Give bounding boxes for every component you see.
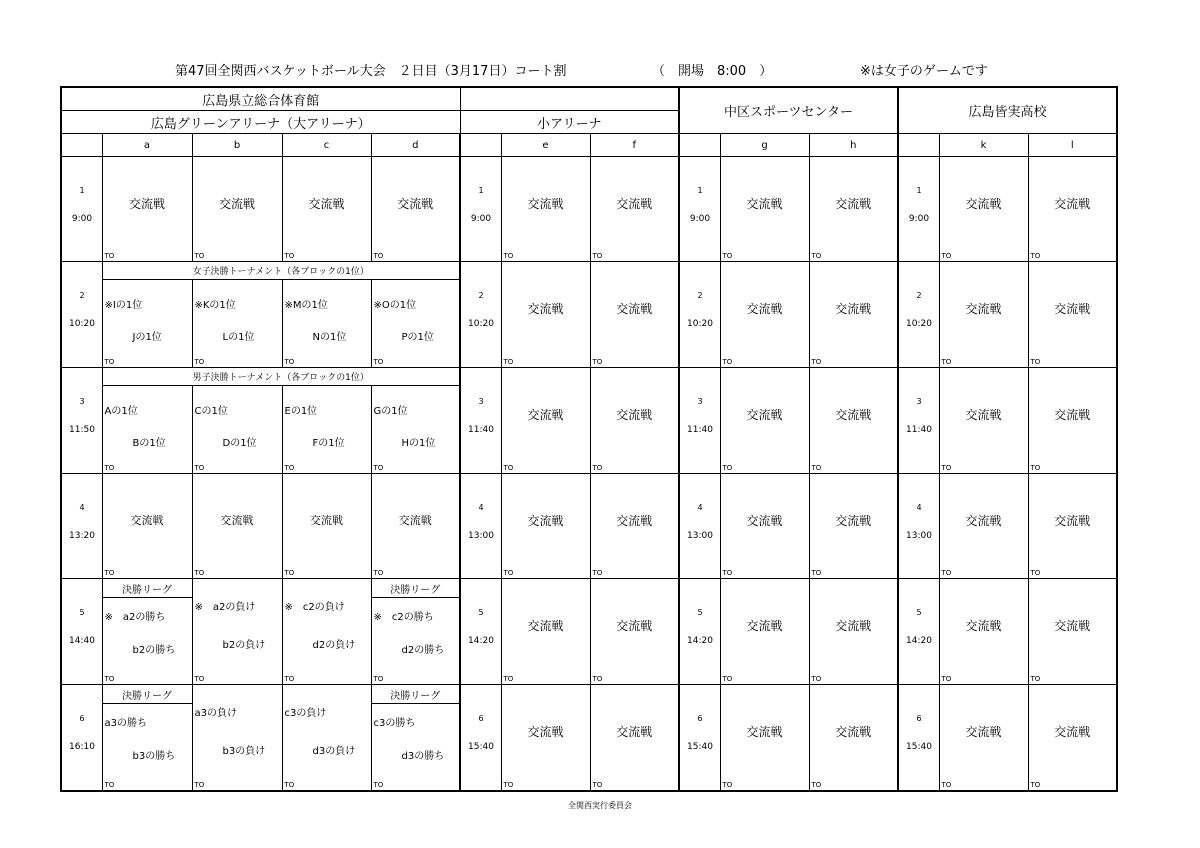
to-label: TO <box>592 252 603 260</box>
venue-green-arena: 広島グリーンアリーナ（大アリーナ） <box>61 111 460 134</box>
slot-number: 4 <box>697 503 703 513</box>
court-a-header: a <box>102 134 192 157</box>
exchange-game: 交流戦 <box>527 619 564 634</box>
exchange-game: 交流戦 <box>218 197 255 212</box>
to-label: TO <box>941 252 952 260</box>
slot-time-cell <box>679 579 720 685</box>
match-cell <box>102 704 192 792</box>
slot-number: 3 <box>697 397 703 407</box>
game-cell <box>1028 262 1117 368</box>
game-cell <box>809 262 898 368</box>
slot-time: 14:40 <box>69 636 95 647</box>
to-label: TO <box>194 252 205 260</box>
court-d-header: d <box>371 134 460 157</box>
game-cell <box>590 685 679 792</box>
venue-small-arena: 小アリーナ <box>460 111 679 134</box>
game-cell <box>809 157 898 262</box>
match-team-1: ※Mの1位 <box>284 299 328 311</box>
slot-time: 9:00 <box>908 214 930 225</box>
match-cell <box>371 598 460 685</box>
women-game-note: ※は女子のゲームです <box>860 64 988 79</box>
game-cell <box>939 157 1028 262</box>
match-cell <box>102 386 192 474</box>
exchange-game: 交流戦 <box>746 197 783 212</box>
exchange-game: 交流戦 <box>397 197 434 212</box>
final-league-label: 決勝リーグ <box>371 685 460 704</box>
game-cell <box>939 262 1028 368</box>
exchange-game: 交流戦 <box>527 302 564 317</box>
exchange-game: 交流戦 <box>527 514 564 529</box>
slot-time-cell <box>679 262 720 368</box>
game-cell <box>1028 157 1117 262</box>
slot-time-cell <box>898 262 939 368</box>
exchange-game: 交流戦 <box>965 619 1002 634</box>
match-team-2: Nの1位 <box>312 331 347 343</box>
to-label: TO <box>1030 464 1041 472</box>
match-cell <box>102 598 192 685</box>
slot-number: 1 <box>478 186 484 196</box>
slot-time: 11:40 <box>687 425 713 436</box>
slot-time-cell <box>898 579 939 685</box>
to-label: TO <box>811 464 822 472</box>
to-label: TO <box>941 675 952 683</box>
slot-time-cell <box>61 262 102 368</box>
exchange-game: 交流戦 <box>616 197 653 212</box>
slot-time-cell <box>460 368 501 474</box>
exchange-game: 交流戦 <box>746 725 783 740</box>
game-cell <box>501 157 590 262</box>
final-league-label: 決勝リーグ <box>102 685 192 704</box>
slot-time: 9:00 <box>470 214 492 225</box>
slot-number: 6 <box>79 714 85 724</box>
to-label: TO <box>503 781 514 789</box>
game-cell <box>371 474 460 579</box>
match-cell <box>282 386 371 474</box>
court-g-header: g <box>720 134 809 157</box>
slot-number: 2 <box>79 291 85 301</box>
to-label: TO <box>194 464 205 472</box>
match-team-2: Bの1位 <box>132 437 166 449</box>
to-label: TO <box>592 464 603 472</box>
slot-number: 1 <box>79 186 85 196</box>
slot-time: 11:40 <box>468 425 494 436</box>
slot-time-cell <box>898 474 939 579</box>
exchange-game: 交流戦 <box>746 302 783 317</box>
game-cell <box>102 474 192 579</box>
match-team-1: ※ c2の勝ち <box>373 612 434 624</box>
slot-number: 3 <box>478 397 484 407</box>
slot-time: 13:20 <box>69 531 95 542</box>
match-team-2: d3の負け <box>312 746 356 758</box>
exchange-game: 交流戦 <box>965 514 1002 529</box>
slot-time-cell <box>679 157 720 262</box>
to-label: TO <box>373 569 384 577</box>
game-cell <box>939 474 1028 579</box>
exchange-game: 交流戦 <box>1054 302 1091 317</box>
slot-time-cell <box>61 157 102 262</box>
match-cell <box>192 386 282 474</box>
slot-number: 4 <box>79 503 85 513</box>
match-cell <box>102 280 192 368</box>
match-team-2: Jの1位 <box>132 331 162 343</box>
exchange-game: 交流戦 <box>616 619 653 634</box>
court-f-header: f <box>590 134 679 157</box>
slot-time: 13:00 <box>906 531 932 542</box>
to-label: TO <box>194 675 205 683</box>
game-cell <box>1028 579 1117 685</box>
match-team-1: ※ a2の勝ち <box>104 612 166 624</box>
to-label: TO <box>104 252 115 260</box>
exchange-game: 交流戦 <box>835 302 872 317</box>
slot-time: 14:20 <box>468 636 494 647</box>
game-cell <box>590 474 679 579</box>
time-column-header <box>61 134 102 157</box>
slot-time-cell <box>61 685 102 792</box>
game-cell <box>590 368 679 474</box>
slot-time-cell <box>61 368 102 474</box>
slot-time: 9:00 <box>71 214 93 225</box>
slot-time-cell <box>61 474 102 579</box>
match-team-1: ※Oの1位 <box>373 299 417 311</box>
game-cell <box>282 157 371 262</box>
slot-number: 6 <box>916 714 922 724</box>
exchange-game: 交流戦 <box>1054 619 1091 634</box>
to-label: TO <box>503 569 514 577</box>
slot-time: 15:40 <box>906 742 932 753</box>
game-cell <box>192 474 282 579</box>
to-label: TO <box>592 569 603 577</box>
to-label: TO <box>722 464 733 472</box>
to-label: TO <box>373 358 384 366</box>
slot-time: 14:20 <box>687 636 713 647</box>
slot-number: 6 <box>478 714 484 724</box>
to-label: TO <box>284 252 295 260</box>
to-label: TO <box>104 464 115 472</box>
to-label: TO <box>373 675 384 683</box>
slot-time: 9:00 <box>689 214 711 225</box>
exchange-game: 交流戦 <box>308 197 345 212</box>
court-schedule-table <box>60 86 1118 792</box>
match-cell <box>282 685 371 792</box>
exchange-game: 交流戦 <box>835 619 872 634</box>
exchange-game: 交流戦 <box>746 514 783 529</box>
game-cell <box>720 474 809 579</box>
slot-time: 11:50 <box>69 425 95 436</box>
to-label: TO <box>284 464 295 472</box>
exchange-game: 交流戦 <box>1054 725 1091 740</box>
game-cell <box>809 685 898 792</box>
match-team-1: c3の負け <box>284 707 327 719</box>
match-cell <box>371 280 460 368</box>
game-cell <box>192 157 282 262</box>
to-label: TO <box>373 252 384 260</box>
slot-time: 10:20 <box>468 319 494 330</box>
exchange-game: 交流戦 <box>746 619 783 634</box>
court-k-header: k <box>939 134 1028 157</box>
to-label: TO <box>1030 358 1041 366</box>
slot-number: 1 <box>916 186 922 196</box>
court-h-header: h <box>809 134 898 157</box>
exchange-game: 交流戦 <box>527 408 564 423</box>
match-team-1: ※Kの1位 <box>194 299 236 311</box>
to-label: TO <box>811 781 822 789</box>
slot-number: 3 <box>79 397 85 407</box>
slot-number: 5 <box>916 608 922 618</box>
game-cell <box>501 474 590 579</box>
match-team-2: Fの1位 <box>312 437 345 449</box>
court-e-header: e <box>501 134 590 157</box>
exchange-game: 交流戦 <box>527 725 564 740</box>
to-label: TO <box>373 781 384 789</box>
game-cell <box>501 368 590 474</box>
exchange-game: 交流戦 <box>835 408 872 423</box>
game-cell <box>809 474 898 579</box>
match-team-2: b2の勝ち <box>132 645 176 656</box>
game-cell <box>1028 685 1117 792</box>
venue-naka-sports-center: 中区スポーツセンター <box>679 87 898 134</box>
game-cell <box>939 579 1028 685</box>
slot-time: 10:20 <box>906 319 932 330</box>
to-label: TO <box>104 569 115 577</box>
game-cell <box>501 262 590 368</box>
to-label: TO <box>941 464 952 472</box>
match-team-1: c3の勝ち <box>373 718 416 730</box>
boys-final-banner: 男子決勝トーナメント（各ブロックの1位） <box>102 368 460 386</box>
court-c-header: c <box>282 134 371 157</box>
exchange-game: 交流戦 <box>616 725 653 740</box>
game-cell <box>809 368 898 474</box>
exchange-game: 交流戦 <box>835 725 872 740</box>
to-label: TO <box>941 781 952 789</box>
exchange-game: 交流戦 <box>965 302 1002 317</box>
final-league-label: 決勝リーグ <box>371 579 460 598</box>
slot-number: 5 <box>697 608 703 618</box>
slot-number: 2 <box>916 291 922 301</box>
slot-time: 10:20 <box>69 319 95 330</box>
game-cell <box>720 579 809 685</box>
to-label: TO <box>194 781 205 789</box>
game-cell <box>282 474 371 579</box>
time-column-header <box>460 134 501 157</box>
game-cell <box>720 157 809 262</box>
slot-time: 13:00 <box>468 531 494 542</box>
match-cell <box>192 579 282 685</box>
exchange-game: 交流戦 <box>746 408 783 423</box>
exchange-game: 交流戦 <box>616 302 653 317</box>
match-cell <box>371 704 460 792</box>
to-label: TO <box>104 358 115 366</box>
to-label: TO <box>1030 569 1041 577</box>
exchange-game: 交流戦 <box>965 408 1002 423</box>
to-label: TO <box>284 675 295 683</box>
slot-time-cell <box>898 157 939 262</box>
slot-number: 4 <box>478 503 484 513</box>
to-label: TO <box>722 569 733 577</box>
to-label: TO <box>722 675 733 683</box>
to-label: TO <box>811 252 822 260</box>
slot-time-cell <box>61 579 102 685</box>
slot-time-cell <box>679 368 720 474</box>
to-label: TO <box>722 781 733 789</box>
match-team-1: ※ a2の負け <box>194 601 256 613</box>
slot-time: 16:10 <box>69 742 95 753</box>
match-cell <box>192 280 282 368</box>
game-cell <box>371 157 460 262</box>
match-team-1: a3の負け <box>194 707 237 719</box>
to-label: TO <box>503 358 514 366</box>
game-cell <box>939 685 1028 792</box>
match-cell <box>282 579 371 685</box>
game-cell <box>590 579 679 685</box>
slot-number: 5 <box>79 608 85 618</box>
footer-organizer: 全関西実行委員会 <box>568 801 632 810</box>
to-label: TO <box>811 675 822 683</box>
exchange-game: 交流戦 <box>1054 197 1091 212</box>
exchange-game: 交流戦 <box>835 514 872 529</box>
match-team-2: Pの1位 <box>401 331 434 343</box>
to-label: TO <box>592 358 603 366</box>
slot-number: 5 <box>478 608 484 618</box>
court-l-header: l <box>1028 134 1117 157</box>
to-label: TO <box>722 358 733 366</box>
exchange-game: 交流戦 <box>965 725 1002 740</box>
to-label: TO <box>503 252 514 260</box>
exchange-game: 交流戦 <box>527 197 564 212</box>
exchange-game: 交流戦 <box>220 514 254 528</box>
to-label: TO <box>592 781 603 789</box>
to-label: TO <box>284 358 295 366</box>
to-label: TO <box>503 464 514 472</box>
venue-prefectural-gym: 広島県立総合体育館 <box>61 87 460 111</box>
match-team-2: Hの1位 <box>401 437 436 449</box>
to-label: TO <box>104 675 115 683</box>
slot-time-cell <box>460 157 501 262</box>
slot-time: 15:40 <box>468 742 494 753</box>
exchange-game: 交流戦 <box>128 197 165 212</box>
game-cell <box>501 685 590 792</box>
game-cell <box>720 685 809 792</box>
time-column-header <box>898 134 939 157</box>
to-label: TO <box>284 781 295 789</box>
match-team-1: a3の勝ち <box>104 718 147 730</box>
match-team-2: d2の勝ち <box>401 645 445 656</box>
match-team-2: b2の負け <box>222 640 266 652</box>
match-team-2: d3の勝ち <box>401 751 445 762</box>
slot-time-cell <box>679 474 720 579</box>
exchange-game: 交流戦 <box>616 514 653 529</box>
page-title: 第47回全関西バスケットボール大会 ２日目（3月17日）コート割 <box>175 64 567 79</box>
exchange-game: 交流戦 <box>1054 408 1091 423</box>
slot-number: 4 <box>916 503 922 513</box>
to-label: TO <box>592 675 603 683</box>
game-cell <box>590 157 679 262</box>
exchange-game: 交流戦 <box>965 197 1002 212</box>
exchange-game: 交流戦 <box>1054 514 1091 529</box>
match-team-2: b3の負け <box>222 746 266 758</box>
to-label: TO <box>373 464 384 472</box>
slot-time-cell <box>898 368 939 474</box>
to-label: TO <box>1030 781 1041 789</box>
final-league-label: 決勝リーグ <box>102 579 192 598</box>
slot-time-cell <box>679 685 720 792</box>
slot-time-cell <box>460 474 501 579</box>
match-team-2: Dの1位 <box>222 437 257 449</box>
match-team-1: Gの1位 <box>373 405 408 417</box>
game-cell <box>1028 368 1117 474</box>
match-team-2: d2の負け <box>312 640 356 652</box>
slot-time: 14:20 <box>906 636 932 647</box>
venue-minami-high-school: 広島皆実高校 <box>898 87 1117 134</box>
slot-number: 1 <box>697 186 703 196</box>
slot-time-cell <box>460 262 501 368</box>
slot-number: 2 <box>478 291 484 301</box>
to-label: TO <box>503 675 514 683</box>
game-cell <box>720 368 809 474</box>
slot-time-cell <box>460 579 501 685</box>
opening-time: （ 開場 8:00 ） <box>652 64 773 79</box>
match-team-1: Eの1位 <box>284 405 318 417</box>
to-label: TO <box>811 569 822 577</box>
match-team-1: Aの1位 <box>104 405 138 417</box>
game-cell <box>590 262 679 368</box>
slot-time: 15:40 <box>687 742 713 753</box>
to-label: TO <box>194 569 205 577</box>
exchange-game: 交流戦 <box>310 514 343 528</box>
exchange-game: 交流戦 <box>130 514 164 528</box>
court-b-header: b <box>192 134 282 157</box>
to-label: TO <box>104 781 115 789</box>
game-cell <box>1028 474 1117 579</box>
match-team-1: ※ c2の負け <box>284 601 345 613</box>
game-cell <box>809 579 898 685</box>
match-team-2: Lの1位 <box>222 331 255 343</box>
to-label: TO <box>941 569 952 577</box>
to-label: TO <box>941 358 952 366</box>
game-cell <box>720 262 809 368</box>
match-cell <box>371 386 460 474</box>
game-cell <box>939 368 1028 474</box>
slot-number: 2 <box>697 291 703 301</box>
match-team-1: ※Iの1位 <box>104 299 143 311</box>
game-cell <box>501 579 590 685</box>
slot-time: 13:00 <box>687 531 713 542</box>
match-team-2: b3の勝ち <box>132 751 176 762</box>
match-team-1: Cの1位 <box>194 405 228 417</box>
slot-time: 10:20 <box>687 319 713 330</box>
exchange-game: 交流戦 <box>616 408 653 423</box>
to-label: TO <box>722 252 733 260</box>
slot-time-cell <box>898 685 939 792</box>
slot-number: 3 <box>916 397 922 407</box>
slot-number: 6 <box>697 714 703 724</box>
to-label: TO <box>811 358 822 366</box>
game-cell <box>102 157 192 262</box>
to-label: TO <box>1030 252 1041 260</box>
match-cell <box>282 280 371 368</box>
to-label: TO <box>1030 675 1041 683</box>
match-cell <box>192 685 282 792</box>
slot-time-cell <box>460 685 501 792</box>
exchange-game: 交流戦 <box>835 197 872 212</box>
slot-time: 11:40 <box>906 425 932 436</box>
girls-final-banner: 女子決勝トーナメント（各ブロックの1位） <box>102 262 460 280</box>
time-column-header <box>679 134 720 157</box>
exchange-game: 交流戦 <box>398 514 432 528</box>
to-label: TO <box>194 358 205 366</box>
to-label: TO <box>284 569 295 577</box>
